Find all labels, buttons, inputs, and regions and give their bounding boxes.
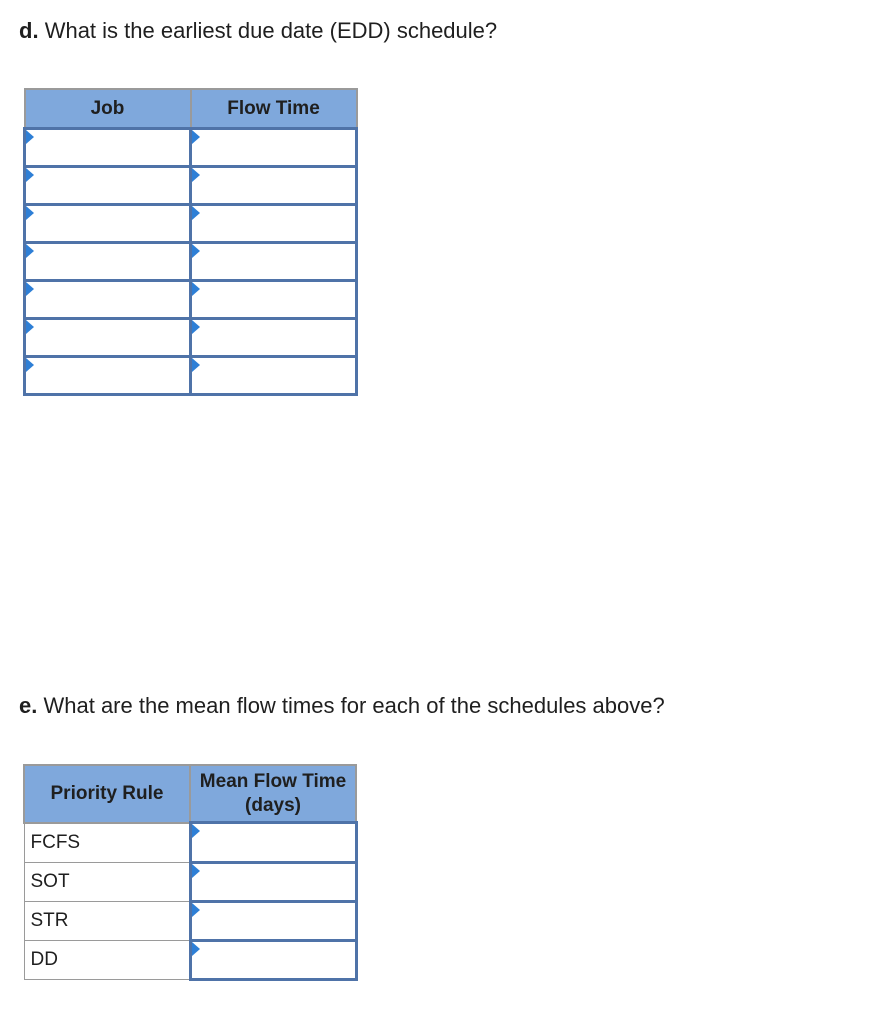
flow-time-cell[interactable]: [191, 357, 357, 395]
flow-time-column-header: Flow Time: [191, 89, 357, 129]
flow-time-input[interactable]: [192, 130, 355, 165]
job-cell[interactable]: [25, 281, 191, 319]
job-input[interactable]: [26, 358, 189, 393]
priority-rule-label: FCFS: [24, 823, 190, 863]
mean-flow-time-cell[interactable]: [190, 823, 356, 863]
job-cell[interactable]: [25, 205, 191, 243]
edd-table-row: [25, 243, 357, 281]
mean-flow-header-row: [24, 765, 356, 823]
job-cell[interactable]: [25, 129, 191, 167]
job-cell[interactable]: [25, 357, 191, 395]
mean-flow-table-row: [24, 823, 356, 863]
mean-flow-time-cell[interactable]: [190, 940, 356, 979]
flow-time-input[interactable]: [192, 206, 355, 241]
edd-table-row: [25, 281, 357, 319]
mean-flow-time-column-header: Mean Flow Time (days): [190, 765, 356, 823]
job-cell[interactable]: [25, 167, 191, 205]
flow-time-input[interactable]: [192, 358, 355, 393]
edd-table-row: [25, 319, 357, 357]
priority-rule-column-header: Priority Rule: [24, 765, 190, 823]
question-d: [19, 17, 497, 45]
flow-time-cell[interactable]: [191, 167, 357, 205]
priority-rule-label: STR: [24, 901, 190, 940]
mean-flow-time-cell[interactable]: [190, 901, 356, 940]
job-input[interactable]: [26, 282, 189, 317]
flow-time-cell[interactable]: [191, 243, 357, 281]
question-d-text: What is the earliest due date (EDD) schedule?: [44, 18, 498, 43]
priority-rule-label: DD: [24, 940, 190, 979]
job-input[interactable]: [26, 130, 189, 165]
job-input[interactable]: [26, 320, 189, 355]
job-input[interactable]: [26, 206, 189, 241]
job-input[interactable]: [26, 168, 189, 203]
mean-flow-table-row: [24, 862, 356, 901]
edd-schedule-table: [23, 88, 358, 396]
edd-table-row: [25, 167, 357, 205]
question-e-text: What are the mean flow times for each of the schedules above?: [43, 693, 665, 718]
flow-time-cell[interactable]: [191, 319, 357, 357]
question-e: [19, 692, 665, 720]
job-cell[interactable]: [25, 243, 191, 281]
edd-table-row: [25, 205, 357, 243]
mean-flow-time-table: [23, 764, 358, 981]
mean-flow-time-cell[interactable]: [190, 862, 356, 901]
mean-flow-time-input[interactable]: [192, 942, 355, 978]
edd-table-body: [25, 129, 357, 395]
job-column-header: Job: [25, 89, 191, 129]
priority-rule-label: SOT: [24, 862, 190, 901]
question-e-number: e.: [19, 693, 38, 718]
flow-time-cell[interactable]: [191, 205, 357, 243]
flow-time-input[interactable]: [192, 320, 355, 355]
edd-header-row: [25, 89, 357, 129]
mean-flow-time-input[interactable]: [192, 864, 355, 900]
edd-table-row: [25, 357, 357, 395]
flow-time-cell[interactable]: [191, 129, 357, 167]
question-d-number: d.: [19, 18, 39, 43]
flow-time-input[interactable]: [192, 244, 355, 279]
mean-flow-time-input[interactable]: [192, 903, 355, 939]
edd-table-row: [25, 129, 357, 167]
mean-flow-table-row: [24, 901, 356, 940]
flow-time-input[interactable]: [192, 282, 355, 317]
flow-time-cell[interactable]: [191, 281, 357, 319]
flow-time-input[interactable]: [192, 168, 355, 203]
job-input[interactable]: [26, 244, 189, 279]
job-cell[interactable]: [25, 319, 191, 357]
mean-flow-table-row: [24, 940, 356, 979]
mean-flow-table-body: [24, 823, 356, 980]
mean-flow-time-input[interactable]: [192, 824, 355, 861]
